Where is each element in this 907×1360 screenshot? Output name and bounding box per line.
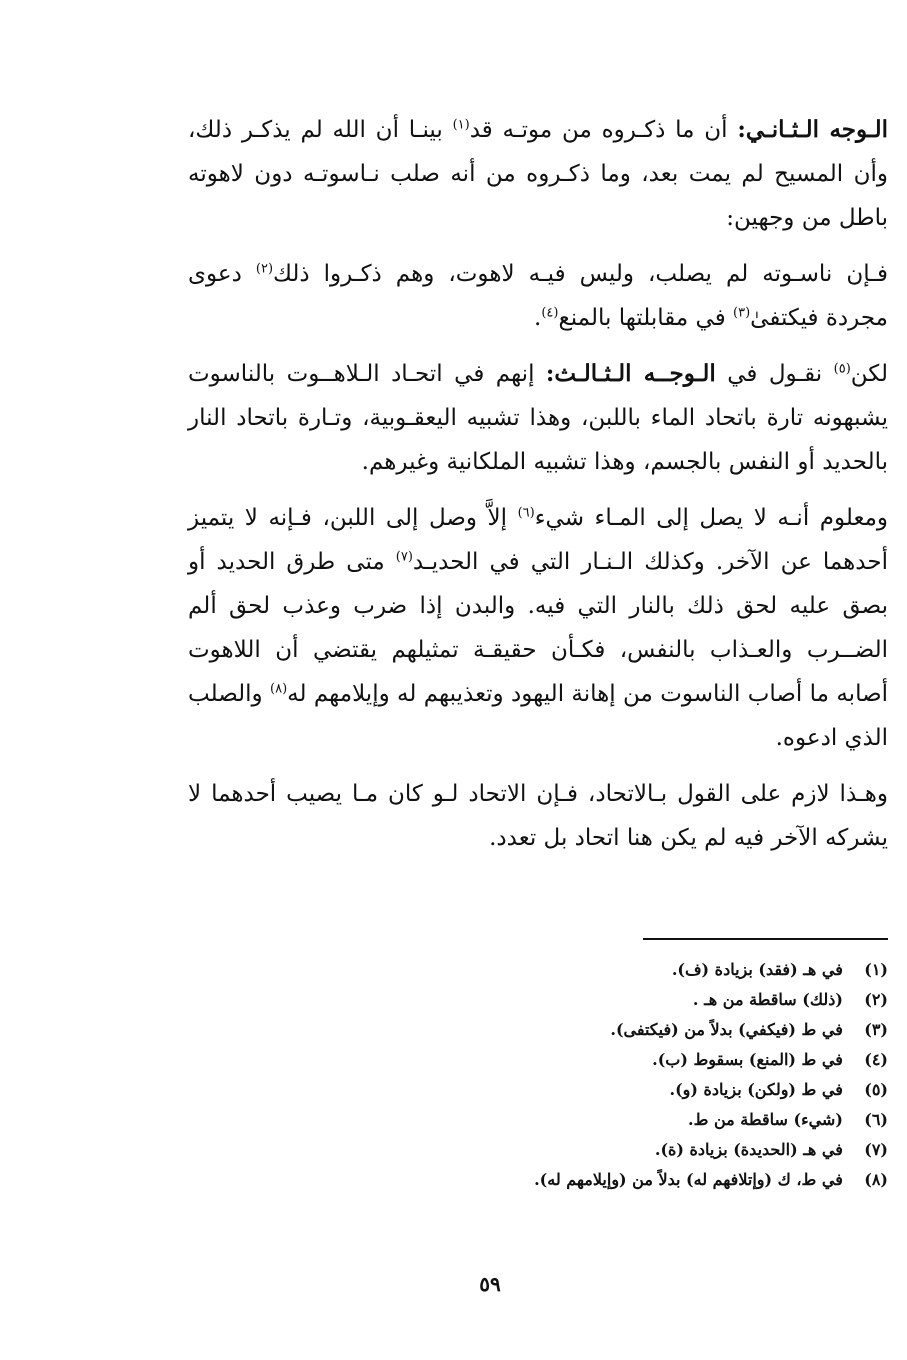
footnotes — [188, 955, 888, 1195]
paragraph-1 — [188, 108, 888, 240]
footnote-ref-1[interactable]: (١) — [452, 117, 470, 133]
paragraph-text: وهـذا لازم على القول بـالاتحاد، فـإن الاتحاد لـو كان مـا يصيب أحدهما لا يشركه الآخر فيه لم يكن هنا اتحاد بل تعدد. — [188, 781, 888, 851]
section-heading-second-aspect: الـوجه الـثـانـي: — [737, 116, 889, 143]
paragraph-text: لكن — [850, 361, 889, 387]
paragraph-5 — [188, 772, 888, 860]
paragraph-text: والصلب الذي ادعوه. — [188, 681, 888, 751]
footnote-number: (٥) — [864, 1080, 888, 1099]
footnote-text: في ط (ولكن) بزيادة (و). — [669, 1080, 843, 1099]
paragraph-text: إلاَّ وصل إلى اللبن، فـإنه لا يتميز أحدهما عن الآخر. وكذلك الـنـار التي في الحديـد — [188, 505, 888, 575]
footnote-text: في ط (فيكفي) بدلاً من (فيكتفى). — [610, 1020, 843, 1039]
footnote-item — [188, 1045, 888, 1075]
paragraph-text: بينـا أن الله لم يذكـر ذلك، وأن المسيح لم يمت بعد، وما ذكـروه من أنه صلب نـاسوتـه دون لاهوته باطل من وجهين: — [188, 117, 888, 231]
paragraph-3 — [188, 352, 888, 484]
footnote-number: (٦) — [864, 1110, 888, 1129]
footnote-number: (١) — [864, 960, 888, 979]
paragraph-text: إنهم في اتحـاد الـلاهــوت بالناسوت يشبهونه تارة باتحاد الماء باللبن، وهذا تشبيه اليعقـوبية، وتـارة باتحاد النار بالحديد أو النفس بالجسم، وهذا تشبيه الملكانية وغيرهم. — [188, 361, 888, 475]
footnote-item — [188, 955, 888, 985]
footnote-ref-2[interactable]: (٢) — [255, 261, 274, 277]
paragraph-text: ومعلوم أنـه لا يصل إلى المـاء شيء — [534, 505, 888, 531]
footnote-divider — [643, 938, 888, 940]
paragraph-text: دعوى مجردة فيكتفىٰ — [188, 261, 888, 331]
footnote-text: في ط (المنع) بسقوط (ب). — [652, 1050, 843, 1069]
paragraph-4 — [188, 496, 888, 760]
footnote-number: (٢) — [864, 990, 888, 1009]
main-text — [188, 108, 888, 872]
footnote-item — [188, 1015, 888, 1045]
footnote-item — [188, 1165, 888, 1195]
footnote-text: (ذلك) ساقطة من هـ . — [692, 990, 843, 1009]
paragraph-text: أن ما ذكـروه من موتـه قد — [469, 117, 738, 143]
paragraph-text: في مقابلتها بالمنع — [558, 305, 734, 331]
footnote-item — [188, 985, 888, 1015]
paragraph-text: نقـول في — [715, 361, 834, 387]
footnote-ref-7[interactable]: (٧) — [395, 549, 413, 565]
footnote-number: (٣) — [864, 1020, 888, 1039]
footnote-ref-4[interactable]: (٤) — [541, 305, 559, 321]
footnote-text: في هـ (فقد) بزيادة (ف). — [671, 960, 843, 979]
footnote-ref-5[interactable]: (٥) — [833, 361, 851, 377]
footnote-text: (شيء) ساقطة من ط. — [688, 1110, 843, 1129]
footnote-number: (٧) — [864, 1140, 888, 1159]
footnote-text: في ط، ك (وإتلافهم له) بدلاً من (وإيلامهم له). — [534, 1170, 843, 1189]
footnote-item — [188, 1135, 888, 1165]
paragraph-text: متى طرق الحديد أو بصق عليه لحق ذلك بالنار التي فيه. والبدن إذا ضرب وعذب لحق ألم الضــرب والعـذاب بالنفس، فكـأن حقيقـة تمثيلهم يقتضي أن اللاهوت أصابه ما أصاب الناسوت من إهانة اليهود وتعذيبهم له وإيلامهم له — [188, 549, 889, 707]
section-heading-third-aspect: الـوجــه الـثـالـث: — [545, 360, 716, 387]
page-number: ٥٩ — [479, 1272, 501, 1296]
footnote-ref-6[interactable]: (٦) — [517, 505, 535, 521]
footnote-text: في هـ (الحديدة) بزيادة (ة). — [654, 1140, 843, 1159]
footnote-ref-3[interactable]: (٣) — [733, 305, 751, 321]
paragraph-text: فـإن ناسـوته لم يصلب، وليس فيـه لاهوت، وهم ذكـروا ذلك — [273, 261, 888, 287]
footnote-number: (٨) — [864, 1170, 888, 1189]
paragraph-text: . — [534, 305, 542, 331]
footnote-item — [188, 1075, 888, 1105]
footnote-ref-8[interactable]: (٨) — [270, 681, 288, 697]
paragraph-2 — [188, 252, 888, 340]
footnote-number: (٤) — [864, 1050, 888, 1069]
footnote-item — [188, 1105, 888, 1135]
